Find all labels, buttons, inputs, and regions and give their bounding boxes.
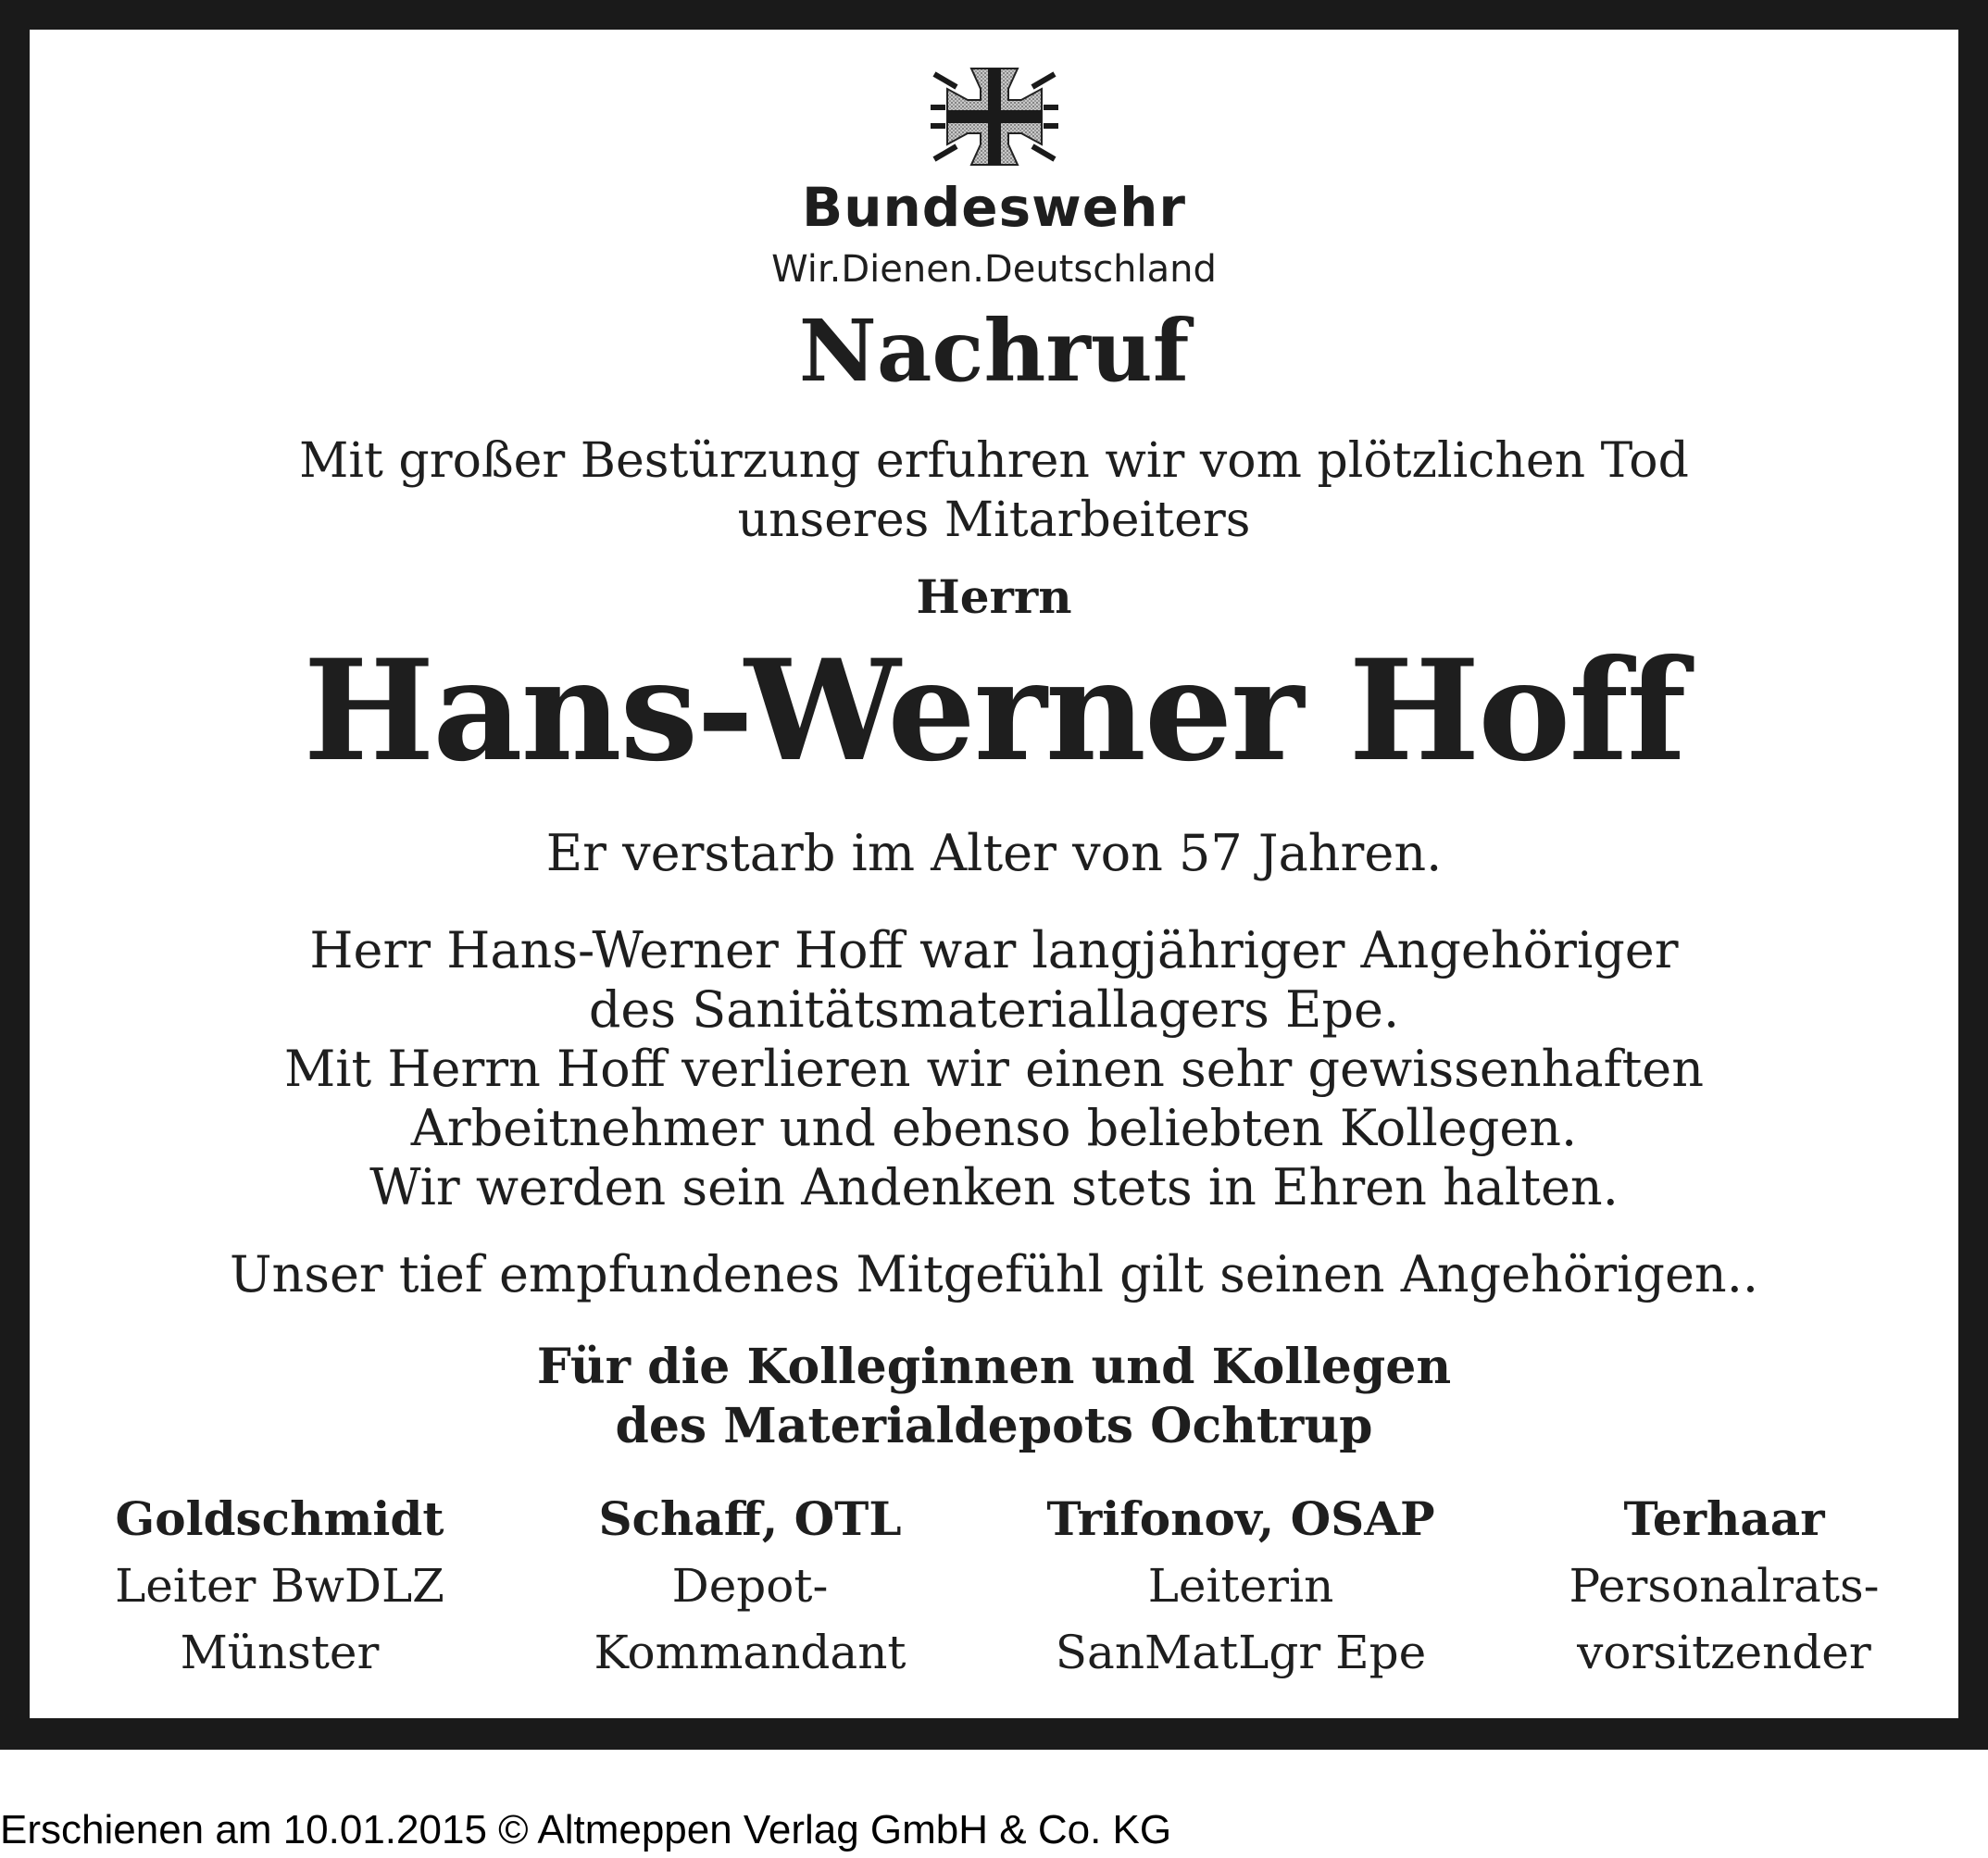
intro-text bbox=[0, 431, 1988, 550]
signatory-role: Leiterin bbox=[1147, 1559, 1334, 1613]
signatory-role: Depot- bbox=[671, 1559, 829, 1613]
signatory-name: Terhaar bbox=[1623, 1491, 1825, 1546]
brand-name: Bundeswehr bbox=[802, 176, 1186, 239]
sender-group bbox=[0, 1338, 1988, 1456]
body-line: des Sanitätsmateriallagers Epe. bbox=[588, 980, 1400, 1039]
brand-slogan: Wir.Dienen.Deutschland bbox=[771, 248, 1217, 291]
condolence-line: Unser tief empfundenes Mitgefühl gilt seinen Angehörigen.. bbox=[229, 1245, 1759, 1303]
signatory-role: Kommandant bbox=[594, 1626, 906, 1679]
body-line: Mit Herrn Hoff verlieren wir einen sehr gewissenhaften bbox=[283, 1040, 1705, 1098]
body-line: Arbeitnehmer und ebenso beliebten Kollegen. bbox=[410, 1099, 1578, 1157]
signatory bbox=[1009, 1486, 1472, 1686]
signatory bbox=[1493, 1486, 1956, 1686]
signatory bbox=[48, 1486, 511, 1686]
signatory bbox=[519, 1486, 981, 1686]
body-line: Wir werden sein Andenken stets in Ehren halten. bbox=[369, 1158, 1619, 1216]
publication-footer: Erschienen am 10.01.2015 © Altmeppen Verlag GmbH & Co. KG bbox=[0, 1807, 1172, 1852]
body-line: Herr Hans-Werner Hoff war langjähriger Angehöriger bbox=[309, 921, 1679, 979]
intro-line: Mit großer Bestürzung erfuhren wir vom plötzlichen Tod bbox=[299, 433, 1689, 489]
signatory-name: Goldschmidt bbox=[115, 1491, 444, 1546]
group-line: Für die Kolleginnen und Kollegen bbox=[536, 1339, 1452, 1395]
iron-cross-icon bbox=[929, 65, 1060, 168]
signatory-role: Personalrats- bbox=[1569, 1559, 1880, 1613]
signatory-role: vorsitzender bbox=[1577, 1626, 1871, 1679]
signatory-role: Münster bbox=[180, 1626, 380, 1679]
notice-title: Nachruf bbox=[798, 301, 1190, 401]
group-line: des Materialdepots Ochtrup bbox=[615, 1398, 1373, 1454]
body-text bbox=[0, 921, 1988, 1217]
signatory-name: Trifonov, OSAP bbox=[1046, 1491, 1435, 1546]
signatory-role: SanMatLgr Epe bbox=[1055, 1626, 1427, 1679]
signatory-name: Schaff, OTL bbox=[598, 1491, 902, 1546]
signatory-role: Leiter BwDLZ bbox=[115, 1559, 444, 1613]
intro-line: unseres Mitarbeiters bbox=[737, 493, 1251, 548]
deceased-name: Hans-Werner Hoff bbox=[303, 630, 1685, 792]
age-line: Er verstarb im Alter von 57 Jahren. bbox=[545, 824, 1443, 882]
salutation: Herrn bbox=[916, 569, 1072, 624]
